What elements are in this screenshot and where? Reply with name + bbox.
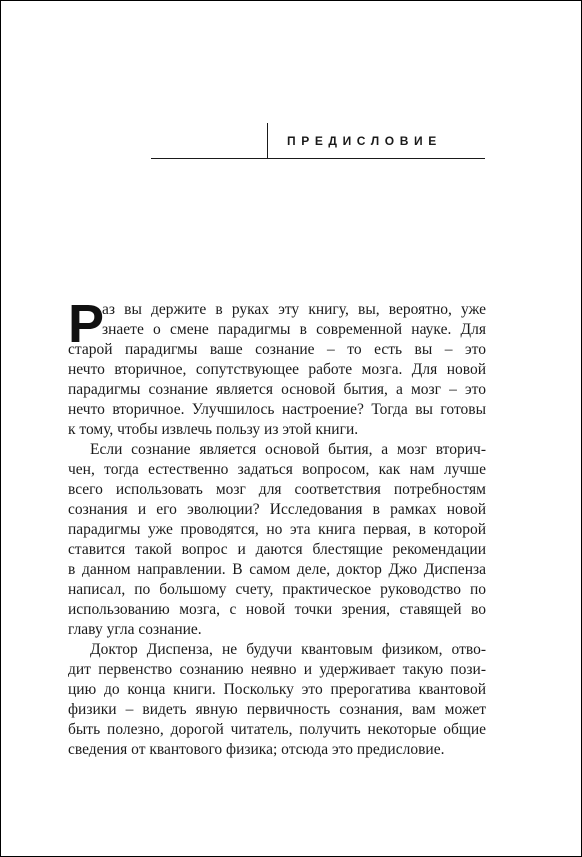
text-line: нечто вторичное, сопутствующее работе мозга. Для новой	[68, 361, 486, 378]
text-line: всего использовать мозг для соответствия потребностям	[68, 481, 486, 498]
text-line: в данном направлении. В самом деле, доктор Джо Диспенза	[68, 561, 486, 578]
chapter-title: ПРЕДИСЛОВИЕ	[287, 134, 442, 148]
text-line: ставится такой вопрос и даются блестящие рекомендации	[68, 541, 486, 558]
text-line: Если сознание является основой бытия, а мозг вторич-	[90, 441, 486, 458]
drop-cap: Р	[68, 294, 105, 354]
text-line: физики – видеть явную первичность сознания, вам может	[68, 701, 486, 718]
paragraph-1	[68, 294, 486, 440]
text-line: старой парадигмы ваше сознание – то есть вы – это	[68, 341, 486, 358]
paragraph-2	[68, 440, 486, 640]
text-line: парадигмы уже проводятся, но эта книга первая, в которой	[68, 521, 486, 538]
body-text	[68, 294, 486, 760]
text-line: аз вы держите в руках эту книгу, вы, вероятно, уже	[102, 301, 486, 318]
text-line: написал, по большому счету, практическое руководство по	[68, 581, 486, 598]
text-line: Доктор Диспенза, не будучи квантовым физиком, отво-	[90, 641, 486, 658]
text-line: быть полезно, дорогой читатель, получить некоторые общие	[68, 721, 486, 738]
header-vertical-rule	[267, 123, 268, 159]
header-horizontal-rule	[151, 158, 485, 159]
text-line: сознания и его эволюции? Исследования в рамках новой	[68, 501, 486, 518]
text-line: парадигмы сознание является основой бытия, а мозг – это	[68, 381, 486, 398]
text-line: использованию мозга, с новой точки зрения, ставящей во	[68, 601, 486, 618]
text-line: главу угла сознание.	[68, 621, 202, 638]
text-line: знаете о смене парадигмы в современной науке. Для	[102, 321, 486, 338]
text-line: к тому, чтобы извлечь пользу из этой книги.	[68, 421, 359, 438]
text-line: нечто вторичное. Улучшилось настроение? Тогда вы готовы	[68, 401, 486, 418]
paragraph-3	[68, 640, 486, 760]
text-line: чен, тогда естественно задаться вопросом, как нам лучше	[68, 461, 486, 478]
text-line: цию до конца книги. Поскольку это прерогатива квантовой	[68, 681, 486, 698]
text-line: сведения от квантового физика; отсюда это предисловие.	[68, 741, 445, 758]
text-line: дит первенство сознанию неявно и удерживает такую пози-	[68, 661, 486, 678]
